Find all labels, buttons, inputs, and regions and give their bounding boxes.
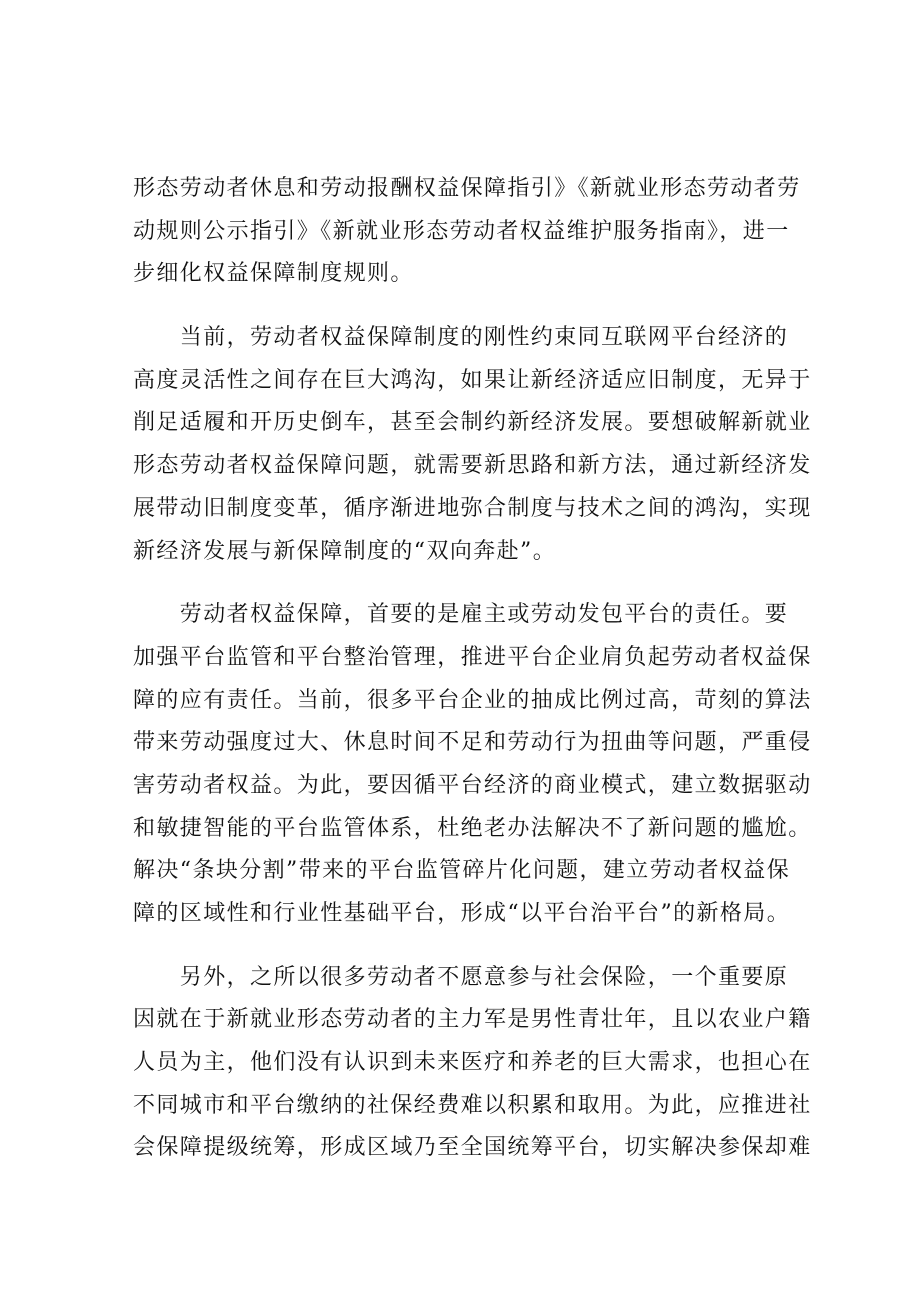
text-line: 形态劳动者休息和劳动报酬权益保障指引》《新就业形态劳动者劳 [133,176,801,201]
text-line: 会保障提级统筹，形成区域乃至全国统筹平台，切实解决参保却难 [133,1135,812,1161]
text-line: 形态劳动者权益保障问题，就需要新思路和新方法，通过新经济发 [133,453,812,479]
text-line: 障的应有责任。当前，很多平台企业的抽成比例过高，苛刻的算法 [133,687,812,713]
text-line: 动规则公示指引》《新就业形态劳动者权益维护服务指南》，进一 [133,218,790,244]
text-line: 加强平台监管和平台整治管理，推进平台企业肩负起劳动者权益保 [133,644,812,670]
text-line: 劳动者权益保障，首要的是雇主或劳动发包平台的责任。要 [133,602,789,628]
paragraph-gap [133,936,798,957]
text-line: 削足适履和开历史倒车，甚至会制约新经济发展。要想破解新就业 [133,410,812,436]
text-line: 步细化权益保障制度规则。 [133,261,414,287]
text-line: 展带动旧制度变革，循序渐进地弥合制度与技术之间的鸿沟，实现 [133,495,812,521]
text-line: 人员为主，他们没有认识到未来医疗和养老的巨大需求，也担心在 [133,1050,812,1076]
text-line: 带来劳动强度过大、休息时间不足和劳动行为扭曲等问题，严重侵 [133,730,812,756]
text-line: 当前，劳动者权益保障制度的刚性约束同互联网平台经济的 [133,325,789,351]
body-text [133,168,812,1170]
paragraph-gap [133,573,798,594]
text-line: 障的区域性和行业性基础平台，形成“以平台治平台”的新格局。 [133,901,791,926]
text-line: 因就在于新就业形态劳动者的主力军是男性青壮年，且以农业户籍 [133,1007,812,1033]
text-line: 和敏捷智能的平台监管体系，杜绝老办法解决不了新问题的尴尬。 [133,815,812,841]
text-line: 新经济发展与新保障制度的“双向奔赴”。 [133,538,557,564]
text-line: 解决“条块分割”带来的平台监管碎片化问题，建立劳动者权益保 [133,858,791,884]
text-line: 害劳动者权益。为此，要因循平台经济的商业模式，建立数据驱动 [133,772,812,798]
paragraph-gap [133,296,798,317]
text-line: 另外，之所以很多劳动者不愿意参与社会保险，一个重要原 [133,964,789,990]
text-line: 高度灵活性之间存在巨大鸿沟，如果让新经济适应旧制度，无异于 [133,367,812,393]
text-line: 不同城市和平台缴纳的社保经费难以积累和取用。为此，应推进社 [133,1092,812,1118]
